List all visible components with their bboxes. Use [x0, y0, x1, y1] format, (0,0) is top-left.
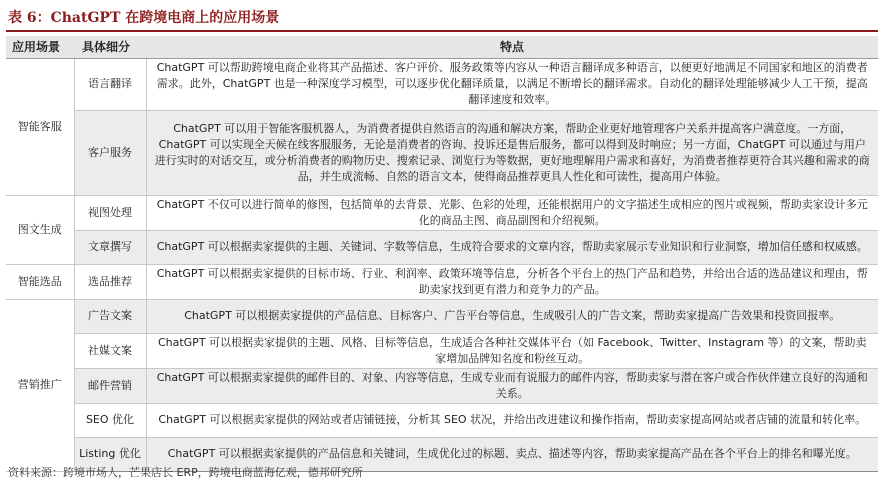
- category-smart-product-selection: 智能选品: [6, 264, 74, 299]
- subcategory-cell: Listing 优化: [74, 437, 146, 471]
- feature-cell: ChatGPT 可以根据卖家提供的主题、风格、目标等信息，生成适合各种社交媒体平台（如 Facebook、Twitter、Instagram 等）的文案，帮助卖家增加品牌知名度和粉丝互动。: [146, 333, 878, 368]
- table-row: [6, 368, 878, 403]
- category-marketing-promotion: 营销推广: [6, 299, 74, 471]
- feature-cell: ChatGPT 不仅可以进行简单的修图，包括简单的去背景、光影、色彩的处理，还能根据用户的文字描述生成相应的图片或视频，帮助卖家设计多元化的商品主图、商品副图和介绍视频。: [146, 195, 878, 230]
- subcategory-cell: 客户服务: [74, 110, 146, 195]
- feature-cell: ChatGPT 可以根据卖家提供的主题、关键词、字数等信息，生成符合要求的文章内容，帮助卖家展示专业知识和行业洞察，增加信任感和权威感。: [146, 230, 878, 264]
- subcategory-cell: 广告文案: [74, 299, 146, 333]
- table-title: 表 6：ChatGPT 在跨境电商上的应用场景: [8, 10, 280, 26]
- feature-cell: ChatGPT 可以帮助跨境电商企业将其产品描述、客户评价、服务政策等内容从一种语言翻译成多种语言，以便更好地满足不同国家和地区的消费者需求。此外，ChatGPT 也是一种深度学习模型，可以逐步优化翻译质量，以满足不断增长的翻译需求。自动化的翻译处理能够减少人工干预，提高翻译速度和效率。: [146, 58, 878, 110]
- subcategory-cell: 视图处理: [74, 195, 146, 230]
- subcategory-cell: SEO 优化: [74, 403, 146, 437]
- feature-cell: ChatGPT 可以根据卖家提供的产品信息、目标客户、广告平台等信息，生成吸引人的广告文案，帮助卖家提高广告效果和投资回报率。: [146, 299, 878, 333]
- header-scenario: 应用场景: [6, 36, 74, 58]
- source-note: 资料来源：跨境市场人，芒果店长 ERP，跨境电商蓝海亿观，德邦研究所: [8, 466, 363, 479]
- header-subcategory: 具体细分: [74, 36, 146, 58]
- table-row: [6, 195, 878, 230]
- subcategory-cell: 邮件营销: [74, 368, 146, 403]
- feature-cell: ChatGPT 可以根据卖家提供的网站或者店铺链接，分析其 SEO 状况，并给出改进建议和操作指南，帮助卖家提高网站或者店铺的流量和转化率。: [146, 403, 878, 437]
- table-row: [6, 230, 878, 264]
- subcategory-cell: 文章撰写: [74, 230, 146, 264]
- table-row: [6, 58, 878, 110]
- subcategory-cell: 选品推荐: [74, 264, 146, 299]
- subcategory-cell: 语言翻译: [74, 58, 146, 110]
- feature-cell: ChatGPT 可以根据卖家提供的目标市场、行业、利润率、政策环境等信息，分析各个平台上的热门产品和趋势，并给出合适的选品建议和理由，帮助卖家找到更有潜力和竞争力的产品。: [146, 264, 878, 299]
- application-scenarios-table: [6, 36, 878, 472]
- table-row: [6, 264, 878, 299]
- table-row: [6, 110, 878, 195]
- feature-cell: ChatGPT 可以根据卖家提供的邮件目的、对象、内容等信息，生成专业而有说服力的邮件内容，帮助卖家与潜在客户或合作伙伴建立良好的沟通和关系。: [146, 368, 878, 403]
- table-row: [6, 333, 878, 368]
- subcategory-cell: 社媒文案: [74, 333, 146, 368]
- header-features: 特点: [146, 36, 878, 58]
- table-row: [6, 403, 878, 437]
- category-content-generation: 图文生成: [6, 195, 74, 264]
- table-row: [6, 299, 878, 333]
- table-header-row: [6, 36, 878, 58]
- feature-cell: ChatGPT 可以用于智能客服机器人，为消费者提供自然语言的沟通和解决方案，帮助企业更好地管理客户关系并提高客户满意度。一方面，ChatGPT 可以实现全天候在线客服服务，无论是消费者的咨询、投诉还是售后服务，都可以得到及时响应；另一方面，ChatGPT 可以通过与用户进行实时的对话交互，或分析消费者的购物历史、搜索记录、浏览行为等数据，更好地理解用户需求和喜好，为消费者推荐更符合其兴趣和需求的商品，并生成流畅、自然的语言文本，使得商品推荐更具人性化和可读性，提高用户体验。: [146, 110, 878, 195]
- category-smart-customer-service: 智能客服: [6, 58, 74, 195]
- feature-cell: ChatGPT 可以根据卖家提供的产品信息和关键词，生成优化过的标题、卖点、描述等内容，帮助卖家提高产品在各个平台上的排名和曝光度。: [146, 437, 878, 471]
- title-divider: [6, 30, 878, 32]
